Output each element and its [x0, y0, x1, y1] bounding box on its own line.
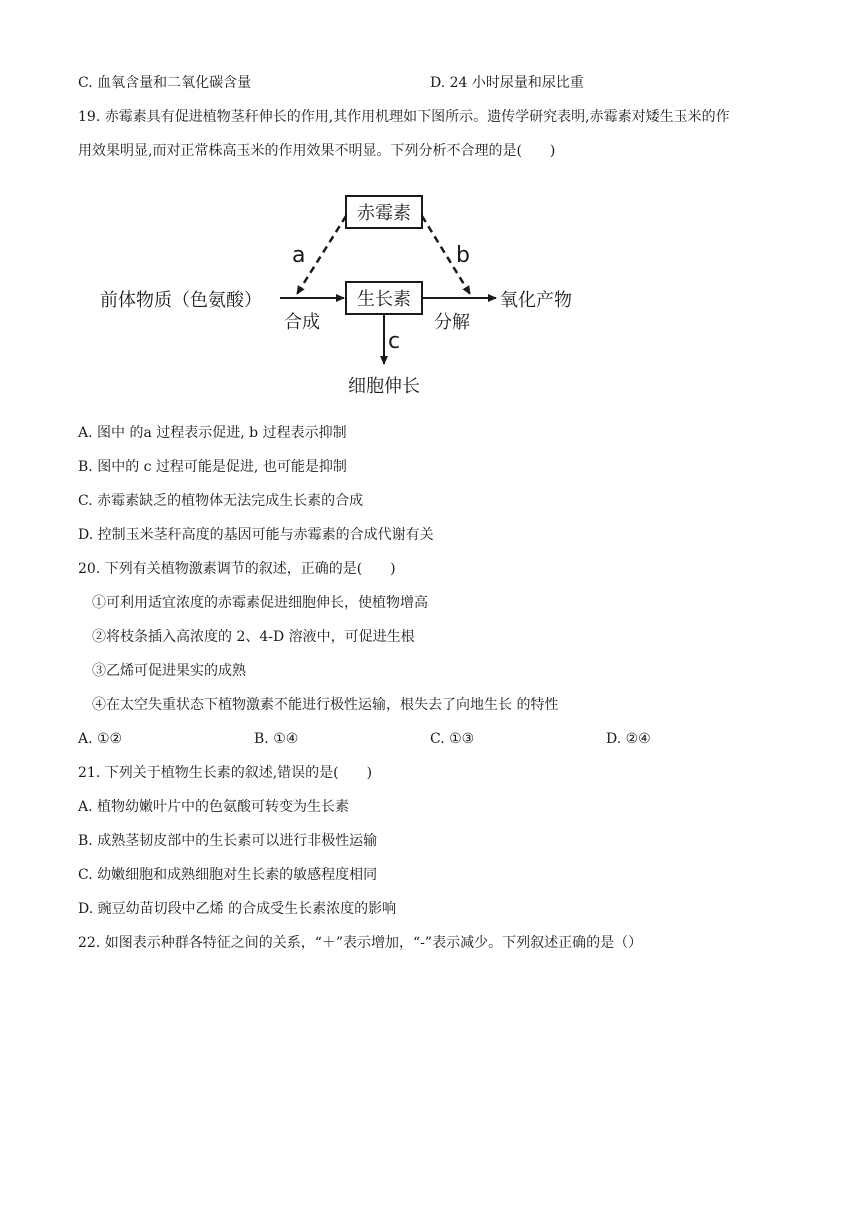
- q19-option-a: A. 图中 的a 过程表示促进, b 过程表示抑制: [78, 425, 347, 441]
- q19-stem-line1: 19. 赤霉素具有促进植物茎秆伸长的作用,其作用机理如下图所示。遗传学研究表明,赤霉素对矮生玉米的作: [78, 109, 730, 125]
- process-b-label: b: [456, 243, 470, 268]
- auxin-label: 生长素: [357, 289, 411, 310]
- q20-option-a: A. ①②: [78, 731, 123, 747]
- q20-statement-1: ①可利用适宜浓度的赤霉素促进细胞伸长，使植物增高: [92, 595, 428, 611]
- decomposition-label: 分解: [434, 312, 470, 333]
- q19-option-b: B. 图中的 c 过程可能是促进, 也可能是抑制: [78, 459, 347, 475]
- q21-option-d: D. 豌豆幼苗切段中乙烯 的合成受生长素浓度的影响: [78, 901, 397, 917]
- q20-option-c: C. ①③: [430, 731, 475, 747]
- q19-option-d: D. 控制玉米茎秆高度的基因可能与赤霉素的合成代谢有关: [78, 527, 434, 543]
- q20-stem: 20. 下列有关植物激素调节的叙述，正确的是( ): [78, 561, 396, 577]
- q21-stem: 21. 下列关于植物生长素的叙述,错误的是( ): [78, 765, 373, 781]
- q20-statement-3: ③乙烯可促进果实的成熟: [92, 663, 246, 679]
- q20-option-b: B. ①④: [254, 731, 299, 747]
- oxidation-product-label: 氧化产物: [500, 290, 572, 311]
- q21-option-b: B. 成熟茎韧皮部中的生长素可以进行非极性运输: [78, 833, 378, 849]
- q20-option-d: D. ②④: [606, 731, 651, 747]
- q21-option-c: C. 幼嫩细胞和成熟细胞对生长素的敏感程度相同: [78, 867, 378, 883]
- process-a-label: a: [292, 243, 306, 268]
- gibberellin-label: 赤霉素: [357, 203, 411, 224]
- cell-elongation-label: 细胞伸长: [348, 376, 420, 397]
- q19-stem-line2: 用效果明显,而对正常株高玉米的作用效果不明显。下列分析不合理的是( ): [78, 143, 556, 159]
- q18-option-c: C. 血氧含量和二氧化碳含量: [78, 75, 252, 91]
- hormone-mechanism-diagram: [90, 186, 610, 408]
- process-c-label: c: [388, 329, 401, 354]
- q20-statement-2: ②将枝条插入高浓度的 2、4-D 溶液中，可促进生根: [92, 629, 415, 645]
- precursor-label: 前体物质（色氨酸）: [100, 290, 262, 311]
- synthesis-label: 合成: [284, 312, 320, 333]
- q18-option-d: D. 24 小时尿量和尿比重: [430, 75, 584, 91]
- q22-stem: 22. 如图表示种群各特征之间的关系，“＋”表示增加，“-”表示减少。下列叙述正确的是（）: [78, 935, 643, 951]
- q21-option-a: A. 植物幼嫩叶片中的色氨酸可转变为生长素: [78, 799, 350, 815]
- q20-statement-4: ④在太空失重状态下植物激素不能进行极性运输，根失去了向地生长 的特性: [92, 697, 559, 713]
- q19-option-c: C. 赤霉素缺乏的植物体无法完成生长素的合成: [78, 493, 364, 509]
